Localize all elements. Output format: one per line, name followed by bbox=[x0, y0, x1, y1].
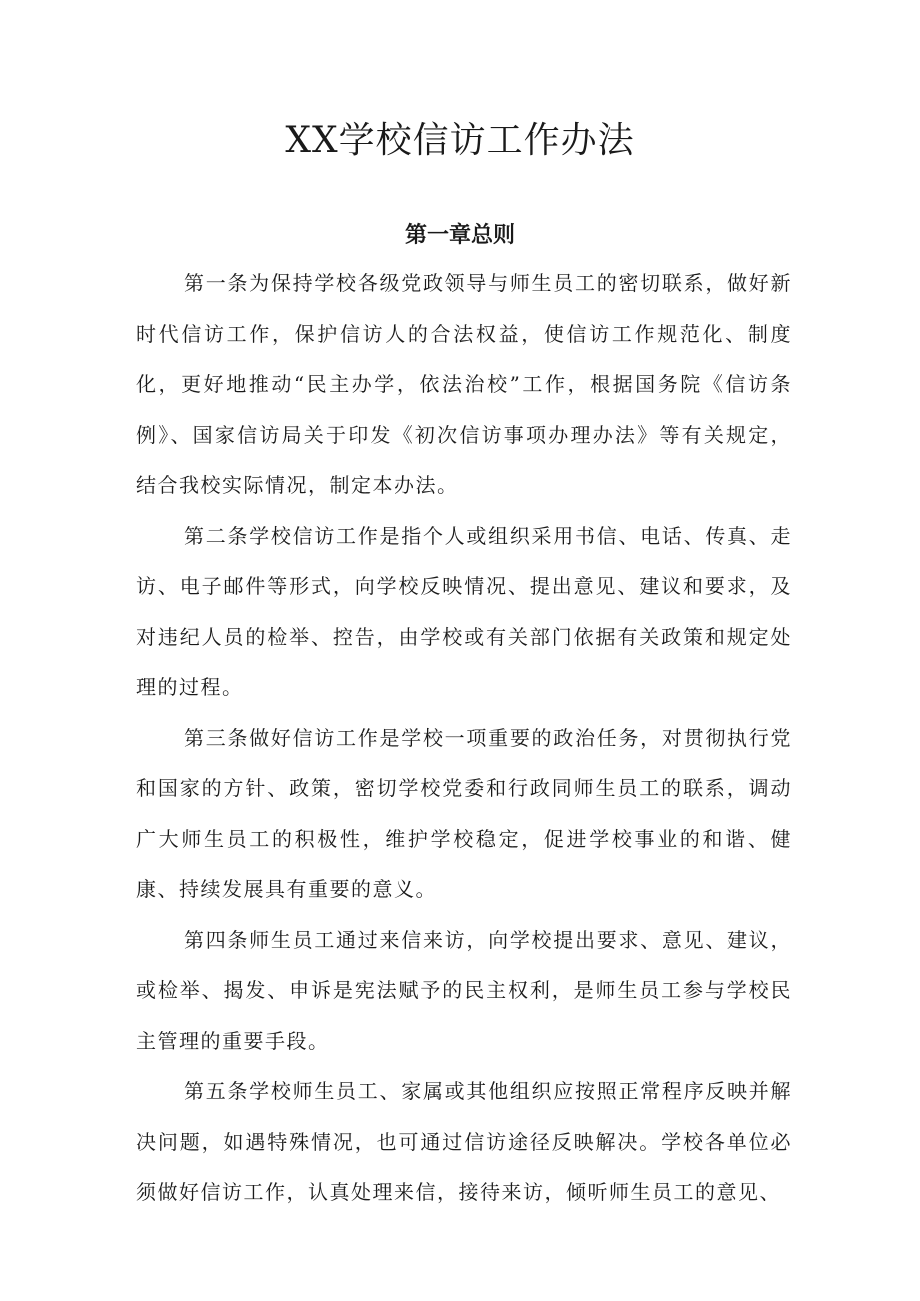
article-5: 第五条学校师生员工、家属或其他组织应按照正常程序反映并解决问题，如遇特殊情况，也可通过信访途径反映解决。学校各单位必须做好信访工作，认真处理来信，接待来访，倾听师生员工的意见、 bbox=[136, 1079, 792, 1204]
article-3: 第三条做好信访工作是学校一项重要的政治任务，对贯彻执行党和国家的方针、政策，密切学校党委和行政同师生员工的联系，调动广大师生员工的积极性，维护学校稳定，促进学校事业的和谐、健康、持续发展具有重要的意义。 bbox=[136, 725, 792, 901]
document-title: XX学校信访工作办法 bbox=[285, 120, 635, 161]
chapter-title: 第一章总则 bbox=[404, 223, 515, 248]
article-2: 第二条学校信访工作是指个人或组织采用书信、电话、传真、走访、电子邮件等形式，向学校反映情况、提出意见、建议和要求，及对违纪人员的检举、控告，由学校或有关部门依据有关政策和规定处理的过程。 bbox=[136, 523, 792, 699]
article-1: 第一条为保持学校各级党政领导与师生员工的密切联系，做好新时代信访工作，保护信访人的合法权益，使信访工作规范化、制度化，更好地推动“民主办学，依法治校”工作，根据国务院《信访条例》、国家信访局关于印发《初次信访事项办理办法》等有关规定，结合我校实际情况，制定本办法。 bbox=[136, 271, 792, 497]
document-body bbox=[136, 258, 792, 1218]
article-4: 第四条师生员工通过来信来访，向学校提出要求、意见、建议，或检举、揭发、申诉是宪法赋予的民主权利，是师生员工参与学校民主管理的重要手段。 bbox=[136, 927, 792, 1053]
